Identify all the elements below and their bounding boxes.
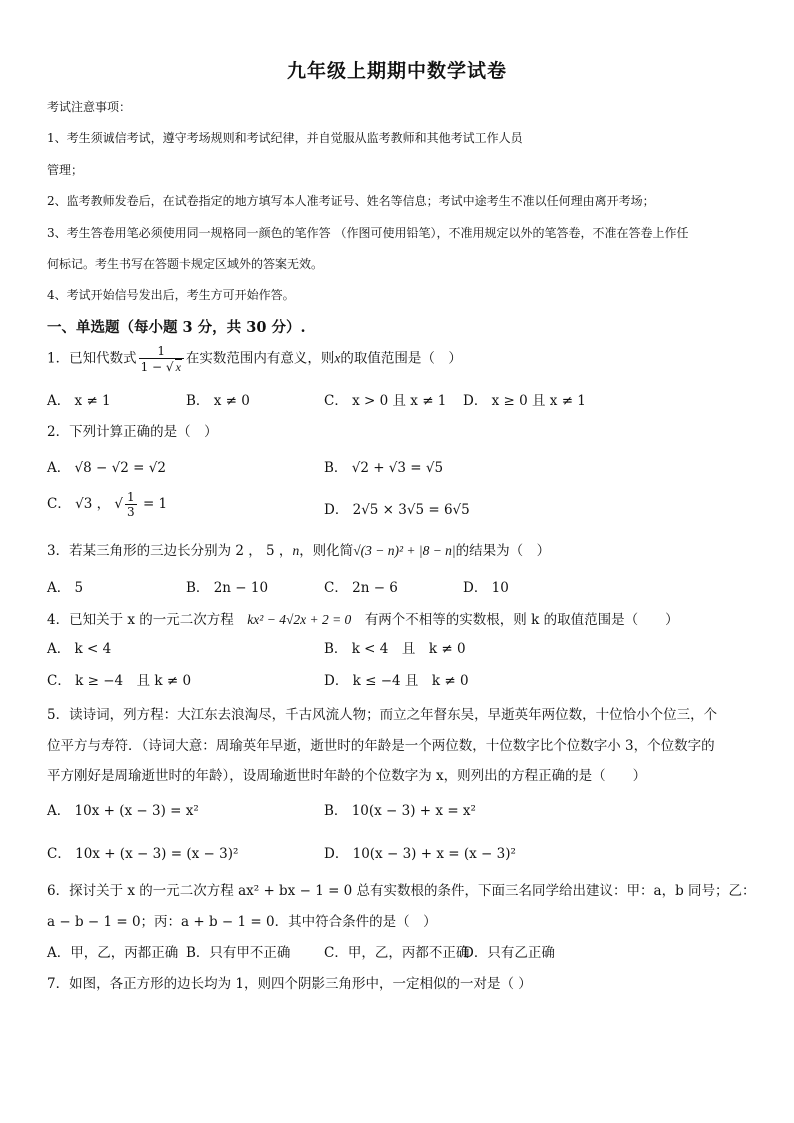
- q2-c-fraction: [125, 490, 137, 519]
- question-5-line-2: 位平方与寿符．（诗词大意：周瑜英年早逝，逝世时的年龄是一个两位数，十位数字比个位数字小 3，个位数字的: [47, 738, 715, 754]
- question-3-stem: [47, 539, 550, 559]
- q1-fraction: $\frac{1}{1 - √ x}$: [139, 344, 184, 374]
- question-2-stem: 2．下列计算正确的是（ ）: [47, 424, 218, 440]
- q1-var: x: [334, 350, 341, 366]
- q1-frac-num: 1: [157, 344, 166, 358]
- note-1a: 1、考生须诚信考试，遵守考场规则和考试纪律，并自觉服从监考教师和其他考试工作人员: [47, 131, 523, 145]
- q2-option-a: A． √8 − √2 = √2: [47, 460, 166, 476]
- q1-option-d: D． x ≥ 0 且 x ≠ 1: [463, 393, 586, 409]
- q2-option-c: C． √3 ， √ $\frac{1}{3}$ = 1: [47, 490, 168, 519]
- q1-post: 的取值范围是（ ）: [340, 350, 462, 367]
- q4-option-a: A． k < 4: [47, 641, 112, 657]
- q1-frac-den-pre: 1 −: [140, 360, 166, 374]
- q3-mid: ，则化简: [299, 543, 354, 559]
- q5-option-b: B． 10(x − 3) + x = x²: [324, 803, 476, 819]
- note-2: 2、监考教师发卷后，在试卷指定的地方填写本人准考证号、姓名等信息；考试中途考生不准以任何理由离开考场；: [47, 194, 655, 208]
- q5-option-c: C． 10x + (x − 3) = (x − 3)²: [47, 846, 239, 862]
- question-7-stem: 7．如图，各正方形的边长均为 1，则四个阴影三角形中，一定相似的一对是（ ）: [47, 976, 532, 992]
- question-6-line-2: a − b − 1 = 0；丙：a + b − 1 = 0．其中符合条件的是（ ）: [47, 914, 437, 930]
- q3-expr: √(3 − n)² + |8 − n|: [353, 543, 456, 558]
- q4-post: 有两个不相等的实数根，则 k 的取值范围是（ ）: [364, 612, 679, 628]
- q3-option-c: C． 2n − 6: [324, 580, 398, 596]
- q5-option-d: D． 10(x − 3) + x = (x − 3)²: [324, 846, 516, 862]
- note-4: 4、考试开始信号发出后，考生方可开始作答。: [47, 288, 295, 302]
- q4-pre: 4．已知关于 x 的一元二次方程: [47, 612, 234, 628]
- q4-option-b: B． k < 4 且 k ≠ 0: [324, 641, 466, 657]
- page-title: 九年级上期期中数学试卷: [286, 60, 507, 82]
- notes-heading: 考试注意事项：: [47, 100, 132, 114]
- q6-option-c: C．甲，乙，丙都不正确: [324, 945, 470, 961]
- q1-option-a: A． x ≠ 1: [47, 393, 111, 409]
- note-3a: 3、考生答卷用笔必须使用同一规格同一颜色的笔作答 （作图可使用铅笔），不准用规定以外的笔答卷，不准在答卷上作任: [47, 226, 689, 240]
- q2-c-pre: C． √3 ，: [47, 496, 111, 512]
- q4-eq: kx² − 4√2x + 2 = 0: [247, 612, 352, 627]
- question-1-stem: [47, 344, 462, 374]
- section-heading: 一、单选题（每小题 3 分，共 30 分）.: [47, 319, 306, 336]
- q6-option-a: A．甲，乙，丙都正确: [47, 945, 179, 961]
- q6-option-b: B．只有甲不正确: [186, 945, 291, 961]
- q3-n: n: [292, 543, 300, 558]
- q2-option-b: B． √2 + √3 = √5: [324, 460, 444, 476]
- q3-option-a: A． 5: [47, 580, 84, 596]
- q3-post: 的结果为（ ）: [455, 543, 551, 559]
- q3-pre: 3．若某三角形的三边长分别为 2 ， 5 ，: [47, 543, 293, 559]
- q2-option-d: D． 2√5 × 3√5 = 6√5: [324, 502, 470, 518]
- q1-option-c: C． x > 0 且 x ≠ 1: [324, 393, 447, 409]
- q3-option-d: D． 10: [463, 580, 509, 596]
- q2-c-post: = 1: [142, 496, 168, 512]
- question-4-stem: [47, 608, 679, 628]
- question-5-line-3: 平方刚好是周瑜逝世时的年龄），设周瑜逝世时年龄的个位数字为 x，则列出的方程正确的是（ ）: [47, 768, 647, 784]
- q1-option-b: B． x ≠ 0: [186, 393, 250, 409]
- q1-frac-den-rad: x: [175, 360, 181, 374]
- question-5-line-1: 5．读诗词，列方程：大江东去浪淘尽，千古风流人物；而立之年督东吴，早逝英年两位数，十位恰小个位三，个: [47, 707, 718, 723]
- q1-pre: 1．已知代数式: [47, 350, 137, 367]
- q3-option-b: B． 2n − 10: [186, 580, 269, 596]
- q4-option-c: C． k ≥ −4 且 k ≠ 0: [47, 673, 192, 689]
- question-6-line-1: 6．探讨关于 x 的一元二次方程 ax² + bx − 1 = 0 总有实数根的条件，下面三名同学给出建议：甲：a，b 同号；乙：: [47, 883, 756, 899]
- q6-option-d: D．只有乙正确: [463, 945, 555, 961]
- q2-c-frac-num: 1: [127, 490, 135, 504]
- q4-option-d: D． k ≤ −4 且 k ≠ 0: [324, 673, 469, 689]
- note-3b: 何标记。考生书写在答题卡规定区域外的答案无效。: [47, 257, 324, 271]
- note-1b: 管理；: [47, 163, 84, 177]
- q5-option-a: A． 10x + (x − 3) = x²: [47, 803, 199, 819]
- q2-c-frac-den: 3: [127, 505, 135, 519]
- q1-mid: 在实数范围内有意义，则: [185, 350, 335, 367]
